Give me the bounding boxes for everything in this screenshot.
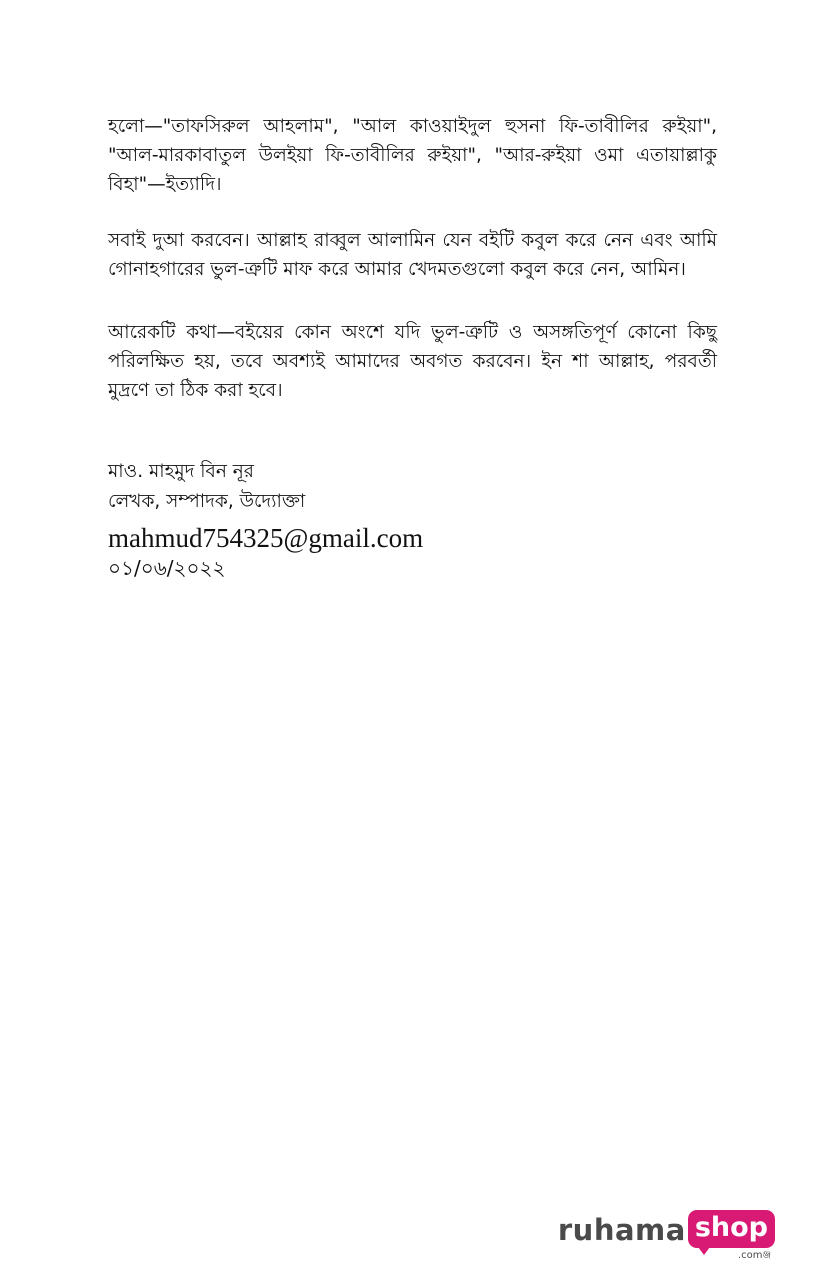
paragraph-book-list: হলো—"তাফসিরুল আহলাম", "আল কাওয়াইদুল হুসনা ফি-তাবীলির রুইয়া", "আল-মারকাবাতুল উলইয়া ফি-তাবীলির রুইয়া", "আর-রুইয়া ওমা এতায়াল্লাকু বিহা"—ইত্যাদি। <box>108 116 717 195</box>
logo-brand-left: ruhama <box>557 1213 686 1247</box>
logo-shop-badge <box>688 1210 775 1261</box>
paragraph-error-notice: আরেকটি কথা—বইয়ের কোন অংশে যদি ভুল-ত্রুটি ও অসঙ্গতিপূর্ণ কোনো কিছু পরিলক্ষিত হয়, তবে অবশ্যই আমাদের অবগত করবেন। ইন শা আল্লাহ, পরবর্তী মুদ্রণে তা ঠিক করা হবে। <box>108 322 717 401</box>
logo-domain: .comঞ্জ <box>737 1250 771 1261</box>
signature-role: লেখক, সম্পাদক, উদ্যোক্তা <box>108 491 306 512</box>
ruhamashop-logo <box>557 1210 775 1261</box>
signature-name: মাও. মাহমুদ বিন নূর <box>108 461 254 482</box>
paragraph-dua-request: সবাই দুআ করবেন। আল্লাহ রাব্বুল আলামিন যেন বইটি কবুল করে নেন এবং আমি গোনাহগারের ভুল-ত্রুটি মাফ করে আমার খেদমতগুলো কবুল করে নেন, আমিন। <box>108 230 717 280</box>
logo-brand-right: shop <box>688 1210 775 1248</box>
signature-date: ০১/০৬/২০২২ <box>108 556 226 580</box>
signature-email: mahmud754325@gmail.com <box>108 523 424 553</box>
